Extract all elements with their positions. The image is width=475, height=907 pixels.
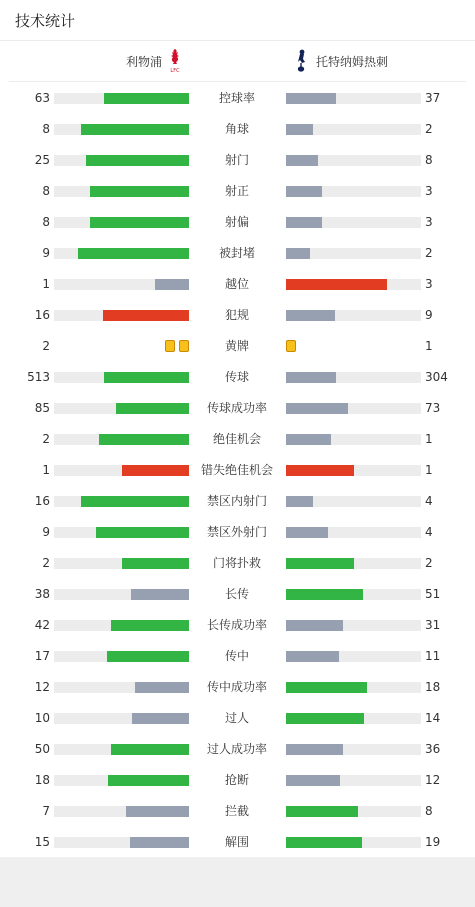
home-bar-fill: [126, 806, 189, 817]
stat-row: [0, 703, 475, 734]
away-bar-track: [286, 651, 421, 662]
home-bar-fill: [103, 310, 189, 321]
home-bar-track: [54, 806, 189, 817]
stat-label: 射门: [224, 153, 249, 167]
home-value: 42: [34, 618, 50, 632]
stat-label: 过人成功率: [206, 742, 267, 756]
home-bar-track: [54, 775, 189, 786]
away-bar-fill: [286, 186, 322, 197]
home-bar-fill: [122, 465, 190, 476]
stat-label: 传中成功率: [206, 680, 267, 694]
home-bar-fill: [90, 217, 189, 228]
stat-row: [0, 517, 475, 548]
away-value: 3: [425, 184, 433, 198]
stat-label: 门将扑救: [212, 556, 261, 570]
home-bar-track: [54, 124, 189, 135]
stat-label: 错失绝佳机会: [200, 463, 273, 477]
stat-label: 黄牌: [224, 339, 249, 353]
stat-row: [0, 579, 475, 610]
away-bar-track: [286, 775, 421, 786]
stat-row: [0, 207, 475, 238]
home-bar-track: [54, 496, 189, 507]
home-bar-fill: [111, 620, 189, 631]
away-bar-track: [286, 620, 421, 631]
home-bar-fill: [111, 744, 189, 755]
home-bar-track: [54, 620, 189, 631]
stat-label: 被封堵: [218, 246, 255, 260]
stat-label: 长传: [224, 587, 249, 601]
stat-row: [0, 145, 475, 176]
teams-header: [9, 41, 466, 82]
stat-label: 过人: [224, 711, 249, 725]
stat-label: 犯规: [224, 308, 249, 322]
away-bar-fill: [286, 124, 313, 135]
stat-row: [0, 765, 475, 796]
away-bar-fill: [286, 155, 318, 166]
away-value: 304: [425, 370, 448, 384]
home-bar-track: [54, 682, 189, 693]
home-bar-fill: [81, 496, 189, 507]
away-bar-fill: [286, 310, 335, 321]
away-bar-fill: [286, 775, 340, 786]
stat-row: [0, 424, 475, 455]
yellow-card-icon: [165, 340, 175, 352]
home-value: 7: [42, 804, 50, 818]
away-value: 12: [425, 773, 441, 787]
home-value: 16: [34, 308, 50, 322]
home-value: 8: [42, 122, 50, 136]
away-value: 4: [425, 525, 433, 539]
stat-label: 传中: [224, 649, 249, 663]
home-bar-track: [54, 217, 189, 228]
away-bar-track: [286, 372, 421, 383]
away-team-name: 托特纳姆热刺: [316, 54, 389, 69]
away-bar-fill: [286, 682, 367, 693]
home-bar-fill: [104, 93, 189, 104]
tottenham-cockerel-icon: [294, 48, 308, 74]
away-bar-track: [286, 434, 421, 445]
home-bar-track: [54, 558, 189, 569]
away-value: 2: [425, 122, 433, 136]
away-value: 3: [425, 277, 433, 291]
stat-row: [0, 455, 475, 486]
away-value: 8: [425, 153, 433, 167]
home-value: 25: [34, 153, 50, 167]
away-value: 31: [425, 618, 441, 632]
away-bar-fill: [286, 620, 343, 631]
home-bar-track: [54, 465, 189, 476]
away-bar-track: [286, 155, 421, 166]
stat-row: [0, 734, 475, 765]
section-header: [0, 0, 475, 41]
away-bar-fill: [286, 217, 322, 228]
away-value: 3: [425, 215, 433, 229]
stat-row: [0, 83, 475, 114]
stat-row: [0, 641, 475, 672]
away-bar-track: [286, 124, 421, 135]
stat-row: [0, 548, 475, 579]
away-value: 8: [425, 804, 433, 818]
away-value: 37: [425, 91, 441, 105]
stat-row: [0, 672, 475, 703]
home-bar-track: [54, 93, 189, 104]
home-value: 16: [34, 494, 50, 508]
away-bar-fill: [286, 713, 364, 724]
away-bar-track: [286, 403, 421, 414]
stat-row: [0, 796, 475, 827]
stat-label: 传球: [224, 370, 249, 384]
home-bar-track: [54, 279, 189, 290]
stat-row: [0, 176, 475, 207]
away-value: 36: [425, 742, 441, 756]
home-bar-track: [54, 155, 189, 166]
away-bar-fill: [286, 465, 354, 476]
home-value: 513: [27, 370, 50, 384]
home-value: 8: [42, 184, 50, 198]
home-bar-fill: [81, 124, 189, 135]
home-bar-track: [54, 372, 189, 383]
away-bar-fill: [286, 527, 328, 538]
home-bar-fill: [155, 279, 189, 290]
away-bar-track: [286, 806, 421, 817]
stat-row: [0, 114, 475, 145]
away-bar-track: [286, 217, 421, 228]
home-bar-track: [54, 589, 189, 600]
away-value: 1: [425, 463, 433, 477]
away-bar-fill: [286, 372, 336, 383]
home-value: 2: [42, 432, 50, 446]
home-value: 1: [42, 463, 50, 477]
home-bar-fill: [78, 248, 189, 259]
home-value: 85: [34, 401, 50, 415]
stat-row: [0, 486, 475, 517]
home-bar-track: [54, 403, 189, 414]
away-bar-fill: [286, 744, 343, 755]
away-bar-fill: [286, 434, 331, 445]
stat-label: 禁区内射门: [206, 494, 267, 508]
home-bar-fill: [90, 186, 189, 197]
home-value: 10: [34, 711, 50, 725]
away-value: 19: [425, 835, 441, 849]
home-bar-fill: [104, 372, 189, 383]
home-value: 17: [34, 649, 50, 663]
away-bar-track: [286, 713, 421, 724]
home-bar-fill: [122, 558, 190, 569]
home-value: 50: [34, 742, 50, 756]
away-bar-fill: [286, 589, 363, 600]
stat-row: [0, 269, 475, 300]
stat-row: [0, 300, 475, 331]
away-bar-track: [286, 310, 421, 321]
home-bar-fill: [107, 651, 189, 662]
away-value: 11: [425, 649, 441, 663]
section-title: 技术统计: [15, 11, 76, 30]
home-bar-track: [54, 186, 189, 197]
home-value: 63: [34, 91, 50, 105]
away-bar-track: [286, 496, 421, 507]
home-bar-track: [54, 651, 189, 662]
stat-row: [0, 362, 475, 393]
away-value: 2: [425, 246, 433, 260]
home-bar-fill: [135, 682, 189, 693]
stat-label: 射偏: [224, 215, 249, 229]
stat-row: [0, 827, 475, 858]
home-bar-fill: [86, 155, 189, 166]
stat-label: 拦截: [224, 804, 249, 818]
stat-label: 射正: [224, 184, 249, 198]
away-bar-fill: [286, 93, 336, 104]
stat-label: 绝佳机会: [212, 432, 261, 446]
away-bar-fill: [286, 558, 354, 569]
away-bar-fill: [286, 496, 313, 507]
away-bar-track: [286, 186, 421, 197]
svg-text:LFC: LFC: [170, 68, 180, 74]
stat-label: 抢断: [224, 773, 249, 787]
home-value: 15: [34, 835, 50, 849]
away-bar-fill: [286, 651, 339, 662]
away-bar-fill: [286, 403, 348, 414]
away-value: 1: [425, 432, 433, 446]
home-bar-track: [54, 744, 189, 755]
stat-row: [0, 393, 475, 424]
away-team[interactable]: [294, 41, 388, 81]
away-value: 9: [425, 308, 433, 322]
home-bar-fill: [116, 403, 189, 414]
home-bar-track: [54, 248, 189, 259]
away-value: 1: [425, 339, 433, 353]
yellow-card-icon: [286, 340, 296, 352]
stat-label: 传球成功率: [206, 401, 267, 415]
away-bar-track: [286, 248, 421, 259]
home-bar-fill: [99, 434, 189, 445]
home-value: 9: [42, 525, 50, 539]
stat-label: 解围: [224, 835, 249, 849]
home-value: 18: [34, 773, 50, 787]
away-value: 14: [425, 711, 441, 725]
home-value: 2: [42, 339, 50, 353]
away-bar-track: [286, 744, 421, 755]
away-bar-track: [286, 589, 421, 600]
away-bar-track: [286, 93, 421, 104]
away-bar-track: [286, 558, 421, 569]
liverpool-crest-icon: [168, 48, 182, 74]
away-value: 73: [425, 401, 441, 415]
away-bar-fill: [286, 248, 310, 259]
stat-label: 控球率: [218, 91, 255, 105]
stat-label: 长传成功率: [206, 618, 267, 632]
stat-row: [0, 238, 475, 269]
away-bar-track: [286, 527, 421, 538]
away-value: 4: [425, 494, 433, 508]
away-bar-fill: [286, 806, 358, 817]
away-value: 18: [425, 680, 441, 694]
home-bar-fill: [130, 837, 189, 848]
away-bar-track: [286, 465, 421, 476]
home-value: 1: [42, 277, 50, 291]
away-value: 51: [425, 587, 441, 601]
away-bar-track: [286, 837, 421, 848]
home-bar-track: [54, 713, 189, 724]
away-bar-fill: [286, 837, 362, 848]
home-yellow-cards: [165, 340, 189, 352]
home-team-name: 利物浦: [126, 54, 163, 69]
home-bar-track: [54, 434, 189, 445]
stat-label: 角球: [224, 122, 249, 136]
home-value: 9: [42, 246, 50, 260]
stat-row: [0, 331, 475, 362]
home-team[interactable]: [126, 41, 182, 81]
home-bar-fill: [96, 527, 189, 538]
home-value: 2: [42, 556, 50, 570]
away-bar-track: [286, 279, 421, 290]
stat-row: [0, 610, 475, 641]
away-value: 2: [425, 556, 433, 570]
home-value: 38: [34, 587, 50, 601]
stat-label: 越位: [224, 277, 249, 291]
home-bar-fill: [108, 775, 189, 786]
home-bar-fill: [131, 589, 189, 600]
stat-label: 禁区外射门: [206, 525, 267, 539]
home-value: 8: [42, 215, 50, 229]
home-value: 12: [34, 680, 50, 694]
away-yellow-cards: [286, 340, 296, 352]
yellow-card-icon: [179, 340, 189, 352]
home-bar-track: [54, 837, 189, 848]
home-bar-fill: [132, 713, 189, 724]
away-bar-fill: [286, 279, 387, 290]
home-bar-track: [54, 527, 189, 538]
away-bar-track: [286, 682, 421, 693]
home-bar-track: [54, 310, 189, 321]
